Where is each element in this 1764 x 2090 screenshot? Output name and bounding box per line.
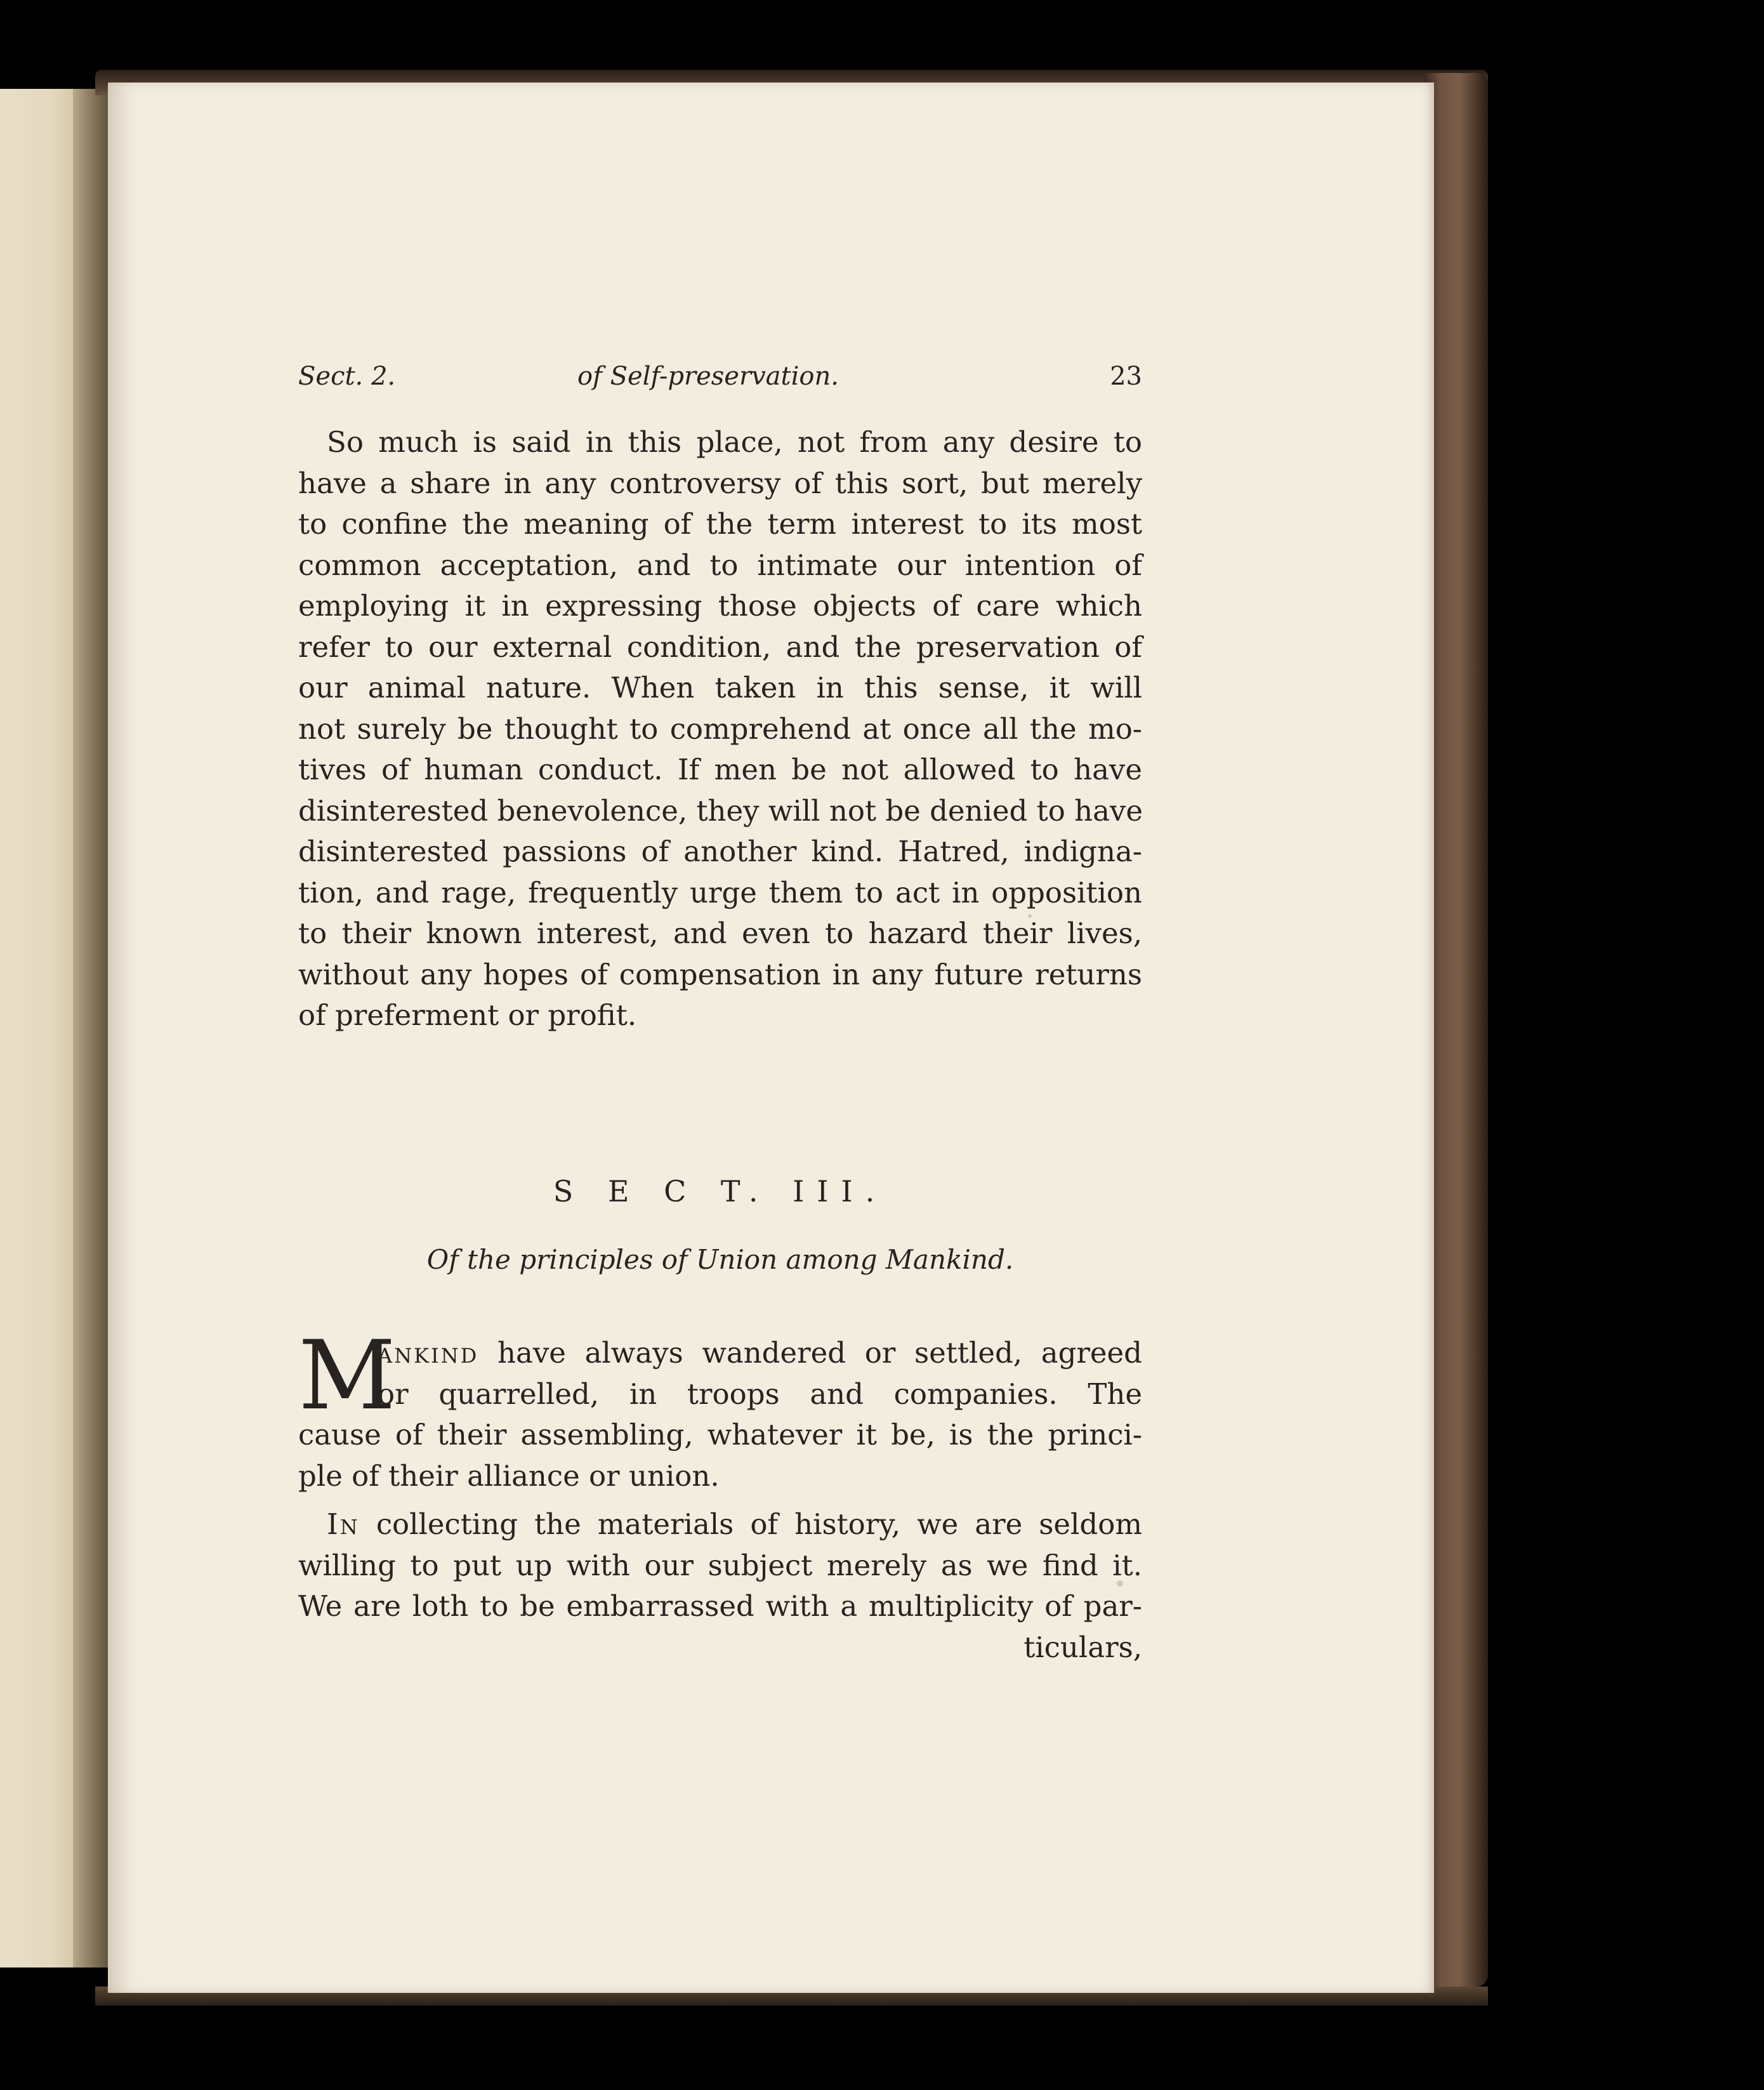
text-line: cause of their assembling, whatever it be, is the princi- <box>298 1418 1142 1452</box>
small-caps-word: In <box>327 1507 360 1541</box>
text-line: So much is said in this place, not from any desire to <box>327 425 1142 459</box>
text-line: our animal nature. When taken in this sense, it will <box>298 671 1142 704</box>
text-line: tion, and rage, frequently urge them to act in opposition <box>298 875 1142 909</box>
drop-cap: M <box>298 1321 396 1431</box>
paragraph-2 <box>298 1321 1142 1497</box>
book-gutter <box>73 89 111 1968</box>
catchword: ticulars, <box>1024 1630 1142 1664</box>
text-line: of preferment or profit. <box>298 998 637 1032</box>
text-line <box>298 1504 1142 1545</box>
text-line: ple of their alliance or union. <box>298 1458 720 1493</box>
paragraph-3 <box>298 1504 1142 1668</box>
text-line: not surely be thought to comprehend at once all the mo- <box>298 711 1142 746</box>
text-line: disinterested passions of another kind. Hatred, indigna- <box>298 835 1142 868</box>
text-line <box>298 1333 1142 1374</box>
text-line: employing it in expressing those objects of care which <box>298 589 1142 623</box>
running-head <box>298 279 1142 391</box>
paragraph-1 <box>298 422 1142 1036</box>
text-line: to their known interest, and even to hazard their lives, <box>298 916 1142 950</box>
running-head-section: Sect. 2. <box>298 362 396 391</box>
text-line: have a share in any controversy of this sort, but merely <box>298 466 1142 500</box>
text-line: or quarrelled, in troops and companies. The <box>378 1377 1142 1411</box>
text-line: tives of human conduct. If men be not allowed to have <box>298 753 1142 786</box>
running-head-title: of Self-preservation. <box>577 362 839 391</box>
page-number: 23 <box>1110 362 1142 391</box>
text-line: common acceptation, and to intimate our intention of <box>298 548 1142 582</box>
text-line: without any hopes of compensation in any future returns <box>298 957 1142 991</box>
page-text-block <box>298 279 1143 1664</box>
text-line: willing to put up with our subject merely as we find it. <box>298 1548 1142 1582</box>
small-caps-word: ankind <box>378 1336 479 1370</box>
text-line-rest: collecting the materials of history, we are seldom <box>376 1507 1142 1541</box>
section-subtitle: Of the principles of Union among Mankind. <box>426 1244 1014 1275</box>
leather-cover-edge <box>1425 73 1488 1987</box>
text-line: disinterested benevolence, they will not be denied to have <box>298 793 1143 828</box>
text-line: We are loth to be embarrassed with a multiplicity of par- <box>298 1589 1142 1623</box>
section-heading: S E C T. III. <box>553 1174 888 1208</box>
text-line: to confine the meaning of the term interest to its most <box>298 507 1142 541</box>
right-page <box>108 83 1434 1993</box>
text-line: refer to our external condition, and the preservation of <box>298 630 1142 664</box>
text-line-rest: have always wandered or settled, agreed <box>497 1336 1142 1370</box>
